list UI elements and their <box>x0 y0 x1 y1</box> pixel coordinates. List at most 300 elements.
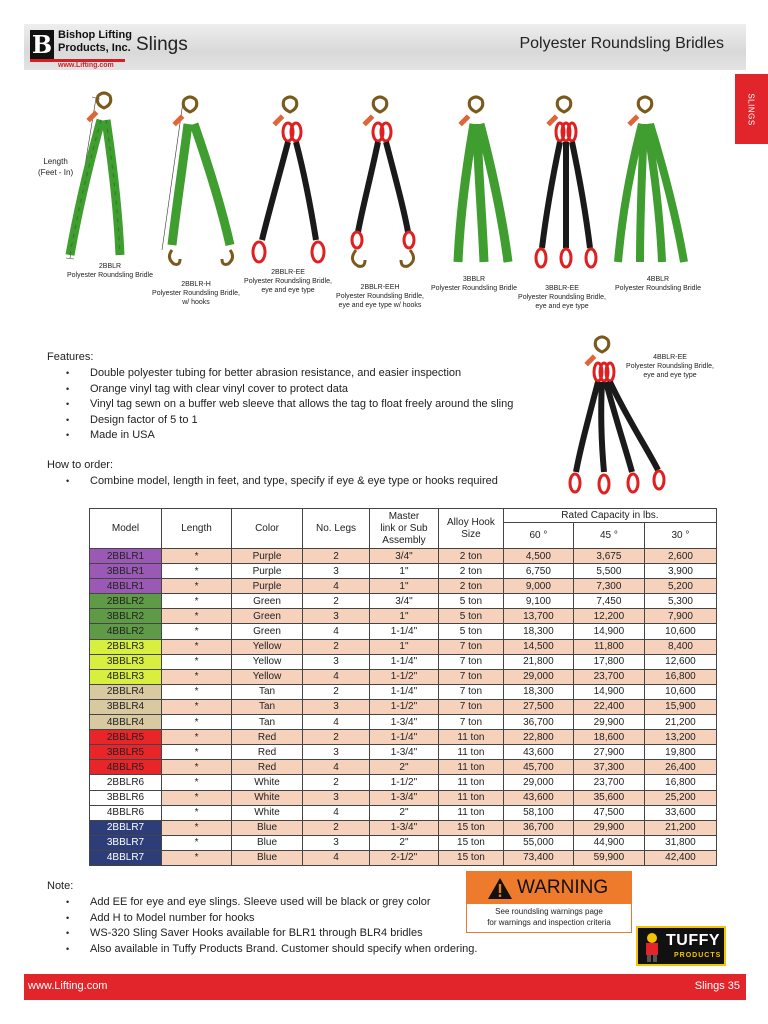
table-row <box>90 549 717 564</box>
caption-desc: Polyester Roundsling Bridle, <box>336 293 424 300</box>
cell-cap-60: 29,000 <box>503 669 573 684</box>
cell-master-link: 2" <box>369 760 438 775</box>
header-master-line2: link or Sub <box>380 522 428 534</box>
cell-length: * <box>162 745 232 760</box>
feature-item: • Vinyl tag sewn on a buffer web sleeve that allows the tag to float freely around the sling <box>66 397 513 413</box>
caption-2bblr <box>60 262 160 280</box>
cell-length: * <box>162 594 232 609</box>
caption-model: 2BBLR <box>98 263 122 270</box>
cell-color: Tan <box>232 699 303 714</box>
cell-length: * <box>162 579 232 594</box>
cell-model: 4BBLR1 <box>90 579 162 594</box>
cell-legs: 4 <box>303 579 370 594</box>
header-master-line3: Assembly <box>382 534 426 546</box>
table-row <box>90 684 717 699</box>
caption-desc2: eye and eye type <box>535 303 589 310</box>
footer-page-number: Slings 35 <box>694 980 740 992</box>
cell-cap-30: 16,800 <box>644 669 716 684</box>
cell-color: Purple <box>232 579 303 594</box>
cell-legs: 3 <box>303 790 370 805</box>
cell-length: * <box>162 684 232 699</box>
cell-model: 3BBLR6 <box>90 790 162 805</box>
order-list <box>66 474 498 490</box>
cell-length: * <box>162 564 232 579</box>
cell-length: * <box>162 654 232 669</box>
table-row <box>90 669 717 684</box>
cell-model: 3BBLR5 <box>90 745 162 760</box>
cell-legs: 2 <box>303 820 370 835</box>
cell-master-link: 1" <box>369 609 438 624</box>
caption-model: 2BBLR-EEH <box>360 284 400 291</box>
order-item: • Combine model, length in feet, and type, specify if eye & eye type or hooks required <box>66 474 498 490</box>
caption-2bblr-h <box>146 280 246 307</box>
cell-master-link: 2" <box>369 835 438 850</box>
cell-color: Tan <box>232 684 303 699</box>
cell-legs: 4 <box>303 805 370 820</box>
cell-model: 3BBLR2 <box>90 609 162 624</box>
cell-cap-45: 17,800 <box>573 654 644 669</box>
cell-master-link: 1-3/4" <box>369 790 438 805</box>
feature-item: • Design factor of 5 to 1 <box>66 413 513 429</box>
cell-legs: 4 <box>303 624 370 639</box>
cell-hook-size: 15 ton <box>438 835 503 850</box>
cell-cap-45: 14,900 <box>573 624 644 639</box>
cell-color: Green <box>232 624 303 639</box>
cell-cap-45: 18,600 <box>573 730 644 745</box>
caption-desc2: w/ hooks <box>182 299 210 306</box>
cell-cap-30: 25,200 <box>644 790 716 805</box>
table-row <box>90 730 717 745</box>
cell-master-link: 1-1/2" <box>369 699 438 714</box>
cell-legs: 4 <box>303 669 370 684</box>
table-row <box>90 715 717 730</box>
cell-hook-size: 5 ton <box>438 609 503 624</box>
cell-length: * <box>162 669 232 684</box>
cell-cap-45: 5,500 <box>573 564 644 579</box>
header-model: Model <box>90 509 162 549</box>
header-hook-line1: Alloy Hook <box>447 516 495 528</box>
cell-cap-30: 19,800 <box>644 745 716 760</box>
cell-master-link: 1-1/2" <box>369 669 438 684</box>
cell-cap-30: 5,300 <box>644 594 716 609</box>
cell-hook-size: 15 ton <box>438 820 503 835</box>
cell-cap-45: 23,700 <box>573 775 644 790</box>
caption-model: 3BBLR <box>462 276 486 283</box>
cell-cap-60: 43,600 <box>503 790 573 805</box>
table-row <box>90 654 717 669</box>
page-footer <box>24 974 746 1000</box>
cell-model: 4BBLR7 <box>90 850 162 865</box>
table-row <box>90 820 717 835</box>
sling-3bblr-ee-icon <box>536 97 596 267</box>
cell-legs: 2 <box>303 775 370 790</box>
cell-cap-30: 12,600 <box>644 654 716 669</box>
header-master-link <box>369 509 438 549</box>
cell-legs: 2 <box>303 594 370 609</box>
cell-model: 3BBLR7 <box>90 835 162 850</box>
feature-item: • Double polyester tubing for better abrasion resistance, and easier inspection <box>66 366 513 382</box>
cell-color: Purple <box>232 564 303 579</box>
cell-cap-60: 55,000 <box>503 835 573 850</box>
cell-cap-60: 45,700 <box>503 760 573 775</box>
cell-legs: 3 <box>303 609 370 624</box>
cell-hook-size: 5 ton <box>438 624 503 639</box>
cell-hook-size: 7 ton <box>438 669 503 684</box>
header-hook-line2: Size <box>461 528 481 540</box>
cell-cap-30: 10,600 <box>644 684 716 699</box>
cell-master-link: 2-1/2" <box>369 850 438 865</box>
cell-length: * <box>162 624 232 639</box>
caption-desc: Polyester Roundsling Bridle, <box>152 290 240 297</box>
table-row <box>90 850 717 865</box>
warning-header <box>467 872 631 904</box>
cell-cap-45: 22,400 <box>573 699 644 714</box>
caption-desc: Polyester Roundsling Bridle, <box>626 363 714 370</box>
table-row <box>90 579 717 594</box>
cell-model: 2BBLR4 <box>90 684 162 699</box>
cell-model: 2BBLR6 <box>90 775 162 790</box>
warning-box <box>466 871 632 933</box>
cell-cap-60: 36,700 <box>503 715 573 730</box>
caption-model: 4BBLR <box>646 276 670 283</box>
cell-color: Tan <box>232 715 303 730</box>
note-item: • Also available in Tuffy Products Brand. Customer should specify when ordering. <box>66 942 477 958</box>
cell-hook-size: 7 ton <box>438 684 503 699</box>
sling-2bblr-ee-icon <box>253 97 324 262</box>
cell-hook-size: 11 ton <box>438 730 503 745</box>
features-list <box>66 366 513 444</box>
cell-hook-size: 11 ton <box>438 790 503 805</box>
cell-hook-size: 5 ton <box>438 594 503 609</box>
cell-cap-60: 36,700 <box>503 820 573 835</box>
caption-desc2: eye and eye type w/ hooks <box>338 302 422 309</box>
cell-cap-45: 23,700 <box>573 669 644 684</box>
cell-cap-45: 27,900 <box>573 745 644 760</box>
cell-color: Yellow <box>232 654 303 669</box>
header-hook-size <box>438 509 503 549</box>
cell-model: 2BBLR5 <box>90 730 162 745</box>
warning-triangle-icon <box>487 877 513 900</box>
cell-cap-60: 21,800 <box>503 654 573 669</box>
caption-desc: Polyester Roundsling Bridle, <box>244 278 332 285</box>
cell-legs: 4 <box>303 715 370 730</box>
table-row <box>90 790 717 805</box>
sling-2bblr-h-icon <box>169 97 232 264</box>
cell-cap-60: 58,100 <box>503 805 573 820</box>
cell-length: * <box>162 850 232 865</box>
cell-cap-60: 18,300 <box>503 624 573 639</box>
cell-hook-size: 7 ton <box>438 639 503 654</box>
cell-cap-30: 21,200 <box>644 820 716 835</box>
cell-model: 2BBLR2 <box>90 594 162 609</box>
cell-hook-size: 11 ton <box>438 760 503 775</box>
cell-cap-45: 44,900 <box>573 835 644 850</box>
cell-color: Red <box>232 730 303 745</box>
cell-master-link: 1-1/4" <box>369 684 438 699</box>
cell-length: * <box>162 549 232 564</box>
cell-master-link: 1-1/2" <box>369 775 438 790</box>
cell-cap-30: 13,200 <box>644 730 716 745</box>
tuffy-products-logo <box>636 926 726 966</box>
cell-hook-size: 7 ton <box>438 715 503 730</box>
caption-4bblr-ee <box>620 353 720 380</box>
cell-model: 4BBLR2 <box>90 624 162 639</box>
cell-cap-45: 7,300 <box>573 579 644 594</box>
caption-3bblr <box>424 275 524 293</box>
cell-cap-60: 73,400 <box>503 850 573 865</box>
sling-2bblr-eeh-icon <box>352 97 414 266</box>
caption-desc: Polyester Roundsling Bridle <box>615 285 701 292</box>
cell-master-link: 1-1/4" <box>369 730 438 745</box>
cell-cap-45: 14,900 <box>573 684 644 699</box>
header-legs: No. Legs <box>303 509 370 549</box>
length-dimension-label <box>38 156 73 178</box>
side-tab-label: SLINGS <box>747 92 756 126</box>
cell-cap-60: 9,000 <box>503 579 573 594</box>
length-label-line2: (Feet - In) <box>38 168 74 177</box>
cell-model: 4BBLR4 <box>90 715 162 730</box>
cell-cap-30: 42,400 <box>644 850 716 865</box>
feature-item: • Orange vinyl tag with clear vinyl cover to protect data <box>66 382 513 398</box>
cell-cap-30: 26,400 <box>644 760 716 775</box>
cell-length: * <box>162 790 232 805</box>
caption-2bblr-eeh <box>330 283 430 310</box>
cell-cap-60: 14,500 <box>503 639 573 654</box>
cell-hook-size: 11 ton <box>438 745 503 760</box>
caption-model: 2BBLR-H <box>181 281 211 288</box>
cell-legs: 3 <box>303 745 370 760</box>
caption-2bblr-ee <box>238 268 338 295</box>
cell-model: 3BBLR3 <box>90 654 162 669</box>
table-row <box>90 639 717 654</box>
warning-text-line1: See roundsling warnings page <box>495 907 603 916</box>
cell-hook-size: 11 ton <box>438 805 503 820</box>
caption-model: 3BBLR-EE <box>545 285 579 292</box>
warning-text <box>467 906 631 928</box>
cell-cap-45: 35,600 <box>573 790 644 805</box>
cell-master-link: 3/4" <box>369 594 438 609</box>
cell-length: * <box>162 775 232 790</box>
cell-cap-60: 29,000 <box>503 775 573 790</box>
header-rated-capacity: Rated Capacity in lbs. <box>503 509 716 523</box>
cell-cap-45: 37,300 <box>573 760 644 775</box>
table-row <box>90 775 717 790</box>
cell-length: * <box>162 609 232 624</box>
footer-url-link[interactable]: www.Lifting.com <box>28 980 108 992</box>
logo-mark-icon: B <box>31 30 53 59</box>
header-60-deg: 60 ° <box>503 523 573 549</box>
features-heading: Features: <box>47 351 94 363</box>
cell-hook-size: 7 ton <box>438 654 503 669</box>
cell-cap-60: 13,700 <box>503 609 573 624</box>
cell-model: 3BBLR1 <box>90 564 162 579</box>
cell-cap-60: 9,100 <box>503 594 573 609</box>
cell-color: Blue <box>232 820 303 835</box>
cell-cap-60: 6,750 <box>503 564 573 579</box>
cell-color: White <box>232 790 303 805</box>
spec-table-body <box>90 549 717 866</box>
cell-color: White <box>232 805 303 820</box>
cell-cap-30: 21,200 <box>644 715 716 730</box>
cell-hook-size: 7 ton <box>438 699 503 714</box>
cell-legs: 2 <box>303 684 370 699</box>
cell-master-link: 1" <box>369 579 438 594</box>
header-30-deg: 30 ° <box>644 523 716 549</box>
cell-color: Red <box>232 745 303 760</box>
cell-length: * <box>162 639 232 654</box>
table-row <box>90 835 717 850</box>
cell-cap-45: 59,900 <box>573 850 644 865</box>
warning-label: WARNING <box>517 877 609 898</box>
cell-master-link: 1-1/4" <box>369 654 438 669</box>
tuffy-sub: PRODUCTS <box>674 952 722 959</box>
table-row <box>90 805 717 820</box>
cell-legs: 3 <box>303 835 370 850</box>
cell-length: * <box>162 820 232 835</box>
cell-legs: 2 <box>303 549 370 564</box>
length-label-line1: Length <box>43 157 68 166</box>
header-master-line1: Master <box>388 510 420 522</box>
note-item: • Add EE for eye and eye slings. Sleeve used will be black or grey color <box>66 895 477 911</box>
caption-model: 2BBLR-EE <box>271 269 305 276</box>
header-color: Color <box>232 509 303 549</box>
cell-master-link: 1-3/4" <box>369 745 438 760</box>
table-row <box>90 745 717 760</box>
cell-length: * <box>162 730 232 745</box>
cell-hook-size: 2 ton <box>438 579 503 594</box>
table-row <box>90 624 717 639</box>
cell-model: 3BBLR4 <box>90 699 162 714</box>
cell-master-link: 1" <box>369 564 438 579</box>
cell-hook-size: 15 ton <box>438 850 503 865</box>
cell-cap-60: 27,500 <box>503 699 573 714</box>
cell-hook-size: 2 ton <box>438 564 503 579</box>
cell-cap-45: 29,900 <box>573 715 644 730</box>
cell-length: * <box>162 835 232 850</box>
header-45-deg: 45 ° <box>573 523 644 549</box>
caption-model: 4BBLR-EE <box>653 354 687 361</box>
cell-model: 2BBLR7 <box>90 820 162 835</box>
cell-master-link: 2" <box>369 805 438 820</box>
cell-model: 4BBLR5 <box>90 760 162 775</box>
note-item: • WS-320 Sling Saver Hooks available for BLR1 through BLR4 bridles <box>66 926 477 942</box>
tuffy-name: TUFFY <box>666 932 721 949</box>
note-list <box>66 895 477 957</box>
caption-desc2: eye and eye type <box>643 372 697 379</box>
cell-legs: 3 <box>303 654 370 669</box>
section-category: Slings <box>136 34 188 55</box>
note-heading: Note: <box>47 880 74 892</box>
cell-cap-45: 47,500 <box>573 805 644 820</box>
warning-text-line2: for warnings and inspection criteria <box>487 918 611 927</box>
page-title: Polyester Roundsling Bridles <box>519 35 724 52</box>
feature-item: • Made in USA <box>66 428 513 444</box>
table-row <box>90 564 717 579</box>
cell-cap-60: 18,300 <box>503 684 573 699</box>
cell-master-link: 1" <box>369 639 438 654</box>
cell-model: 4BBLR3 <box>90 669 162 684</box>
caption-desc: Polyester Roundsling Bridle <box>431 285 517 292</box>
cell-model: 2BBLR3 <box>90 639 162 654</box>
cell-length: * <box>162 760 232 775</box>
caption-3bblr-ee <box>512 284 612 311</box>
caption-desc2: eye and eye type <box>261 287 315 294</box>
cell-master-link: 1-1/4" <box>369 624 438 639</box>
cell-color: Red <box>232 760 303 775</box>
cell-cap-60: 22,800 <box>503 730 573 745</box>
cell-cap-30: 8,400 <box>644 639 716 654</box>
cell-cap-30: 5,200 <box>644 579 716 594</box>
cell-master-link: 1-3/4" <box>369 820 438 835</box>
caption-4bblr <box>608 275 708 293</box>
cell-cap-30: 33,600 <box>644 805 716 820</box>
table-row <box>90 594 717 609</box>
cell-legs: 2 <box>303 730 370 745</box>
cell-color: Purple <box>232 549 303 564</box>
cell-legs: 2 <box>303 639 370 654</box>
cell-cap-30: 31,800 <box>644 835 716 850</box>
cell-cap-45: 29,900 <box>573 820 644 835</box>
cell-cap-30: 2,600 <box>644 549 716 564</box>
cell-cap-45: 12,200 <box>573 609 644 624</box>
cell-legs: 3 <box>303 564 370 579</box>
table-row <box>90 760 717 775</box>
cell-color: Blue <box>232 835 303 850</box>
cell-master-link: 3/4" <box>369 549 438 564</box>
logo-name-line1: Bishop Lifting <box>58 29 132 41</box>
note-item: • Add H to Model number for hooks <box>66 911 477 927</box>
spec-table <box>89 508 717 866</box>
cell-legs: 4 <box>303 760 370 775</box>
cell-length: * <box>162 715 232 730</box>
cell-model: 4BBLR6 <box>90 805 162 820</box>
cell-cap-30: 16,800 <box>644 775 716 790</box>
cell-cap-30: 3,900 <box>644 564 716 579</box>
cell-hook-size: 2 ton <box>438 549 503 564</box>
cell-cap-60: 43,600 <box>503 745 573 760</box>
cell-cap-30: 7,900 <box>644 609 716 624</box>
cell-color: Blue <box>232 850 303 865</box>
sling-illustrations <box>0 0 768 330</box>
tuffy-mascot-icon <box>641 931 663 963</box>
sling-2bblr-icon <box>70 93 120 255</box>
order-heading: How to order: <box>47 459 114 471</box>
cell-legs: 3 <box>303 699 370 714</box>
cell-cap-45: 11,800 <box>573 639 644 654</box>
caption-desc: Polyester Roundsling Bridle <box>67 272 153 279</box>
cell-cap-30: 15,900 <box>644 699 716 714</box>
cell-master-link: 1-3/4" <box>369 715 438 730</box>
cell-cap-30: 10,600 <box>644 624 716 639</box>
cell-cap-45: 7,450 <box>573 594 644 609</box>
caption-desc: Polyester Roundsling Bridle, <box>518 294 606 301</box>
cell-color: Yellow <box>232 639 303 654</box>
cell-legs: 4 <box>303 850 370 865</box>
cell-color: Green <box>232 609 303 624</box>
table-row <box>90 609 717 624</box>
header-length: Length <box>162 509 232 549</box>
logo-name-line2: Products, Inc. <box>58 42 131 54</box>
cell-hook-size: 11 ton <box>438 775 503 790</box>
cell-cap-45: 3,675 <box>573 549 644 564</box>
table-row <box>90 699 717 714</box>
sling-4bblr-icon <box>618 97 684 262</box>
cell-color: Yellow <box>232 669 303 684</box>
cell-length: * <box>162 699 232 714</box>
cell-color: White <box>232 775 303 790</box>
sling-3bblr-icon <box>458 97 508 262</box>
cell-cap-60: 4,500 <box>503 549 573 564</box>
